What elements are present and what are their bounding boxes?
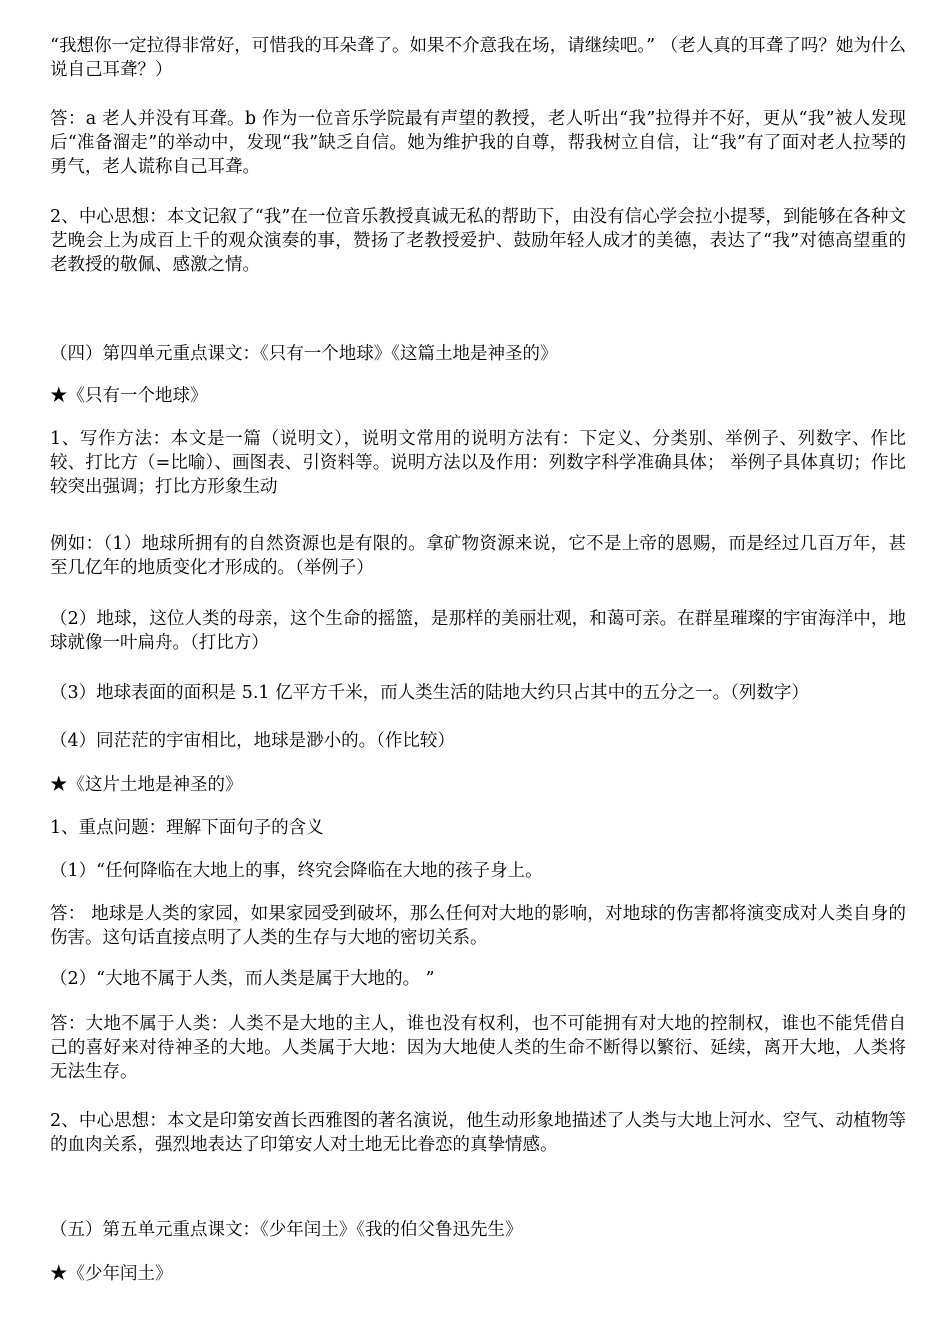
example-2-paragraph: （2）地球，这位人类的母亲，这个生命的摇篮，是那样的美丽壮观，和蔼可亲。在群星璀璨的宇宙海洋中，地球就像一叶扁舟。（打比方） bbox=[50, 609, 906, 653]
answer-paragraph: 答：a 老人并没有耳聋。b 作为一位音乐学院最有声望的教授，老人听出“我”拉得并不好，更从“我”被人发现后“准备溜走”的举动中，发现“我”缺乏自信。她为维护我的自尊，帮我树立自信，让“我”有了面对老人拉琴的勇气，老人谎称自己耳聋。 bbox=[50, 109, 906, 177]
central-idea-paragraph-2: 2、中心思想：本文是印第安酋长西雅图的著名演说，他生动形象地描述了人类与大地上河水、空气、动植物等的血肉关系，强烈地表达了印第安人对土地无比眷恋的真挚情感。 bbox=[50, 1111, 906, 1155]
quote-paragraph: “我想你一定拉得非常好，可惜我的耳朵聋了。如果不介意我在场，请继续吧。” （老人真的耳聋了吗？她为什么说自己耳聋？） bbox=[50, 36, 906, 80]
question-1-paragraph: （1）“任何降临在大地上的事，终究会降临在大地的孩子身上。 bbox=[50, 861, 543, 881]
example-1-paragraph: 例如：（1）地球所拥有的自然资源也是有限的。拿矿物资源来说，它不是上帝的恩赐，而是经过几百万年，甚至几亿年的地质变化才形成的。（举例子） bbox=[50, 534, 906, 578]
writing-method-paragraph: 1、写作方法：本文是一篇（说明文），说明文常用的说明方法有：下定义、分类别、举例子、列数字、作比较、打比方（=比喻）、画图表、引资料等。说明方法以及作用：列数字科学准确具体； 举例子具体真切；作比较突出强调；打比方形象生动 bbox=[50, 429, 906, 497]
lesson-title-young-runtu: ★《少年闰土》 bbox=[50, 1264, 173, 1284]
key-question-heading: 1、重点问题：理解下面句子的含义 bbox=[50, 818, 324, 838]
answer-2-paragraph: 答：大地不属于人类：人类不是大地的主人，谁也没有权利，也不可能拥有对大地的控制权，谁也不能凭借自己的喜好来对待神圣的大地。人类属于大地：因为大地使人类的生命不断得以繁衍、延续，离开大地，人类将无法生存。 bbox=[50, 1014, 906, 1082]
example-3-paragraph: （3）地球表面的面积是 5.1 亿平方千米，而人类生活的陆地大约只占其中的五分之一。（列数字） bbox=[50, 683, 809, 703]
central-idea-paragraph: 2、中心思想：本文记叙了“我”在一位音乐教授真诚无私的帮助下，由没有信心学会拉小提琴，到能够在各种文艺晚会上为成百上千的观众演奏的事，赞扬了老教授爱护、鼓励年轻人成才的美德，表达了“我”对德高望重的老教授的敬佩、感激之情。 bbox=[50, 207, 906, 275]
lesson-title-only-one-earth: ★《只有一个地球》 bbox=[50, 386, 208, 406]
lesson-title-sacred-land: ★《这片土地是神圣的》 bbox=[50, 775, 243, 795]
answer-1-paragraph: 答： 地球是人类的家园，如果家园受到破坏，那么任何对大地的影响，对地球的伤害都将演变成对人类自身的伤害。这句话直接点明了人类的生存与大地的密切关系。 bbox=[50, 904, 906, 948]
example-4-paragraph: （4）同茫茫的宇宙相比，地球是渺小的。（作比较） bbox=[50, 731, 455, 751]
section-heading-unit-5: （五）第五单元重点课文：《少年闰土》《我的伯父鲁迅先生》 bbox=[50, 1220, 523, 1240]
section-heading-unit-4: （四）第四单元重点课文：《只有一个地球》《这篇土地是神圣的》 bbox=[50, 344, 558, 364]
question-2-paragraph: （2）“大地不属于人类，而人类是属于大地的。 ” bbox=[50, 969, 435, 989]
